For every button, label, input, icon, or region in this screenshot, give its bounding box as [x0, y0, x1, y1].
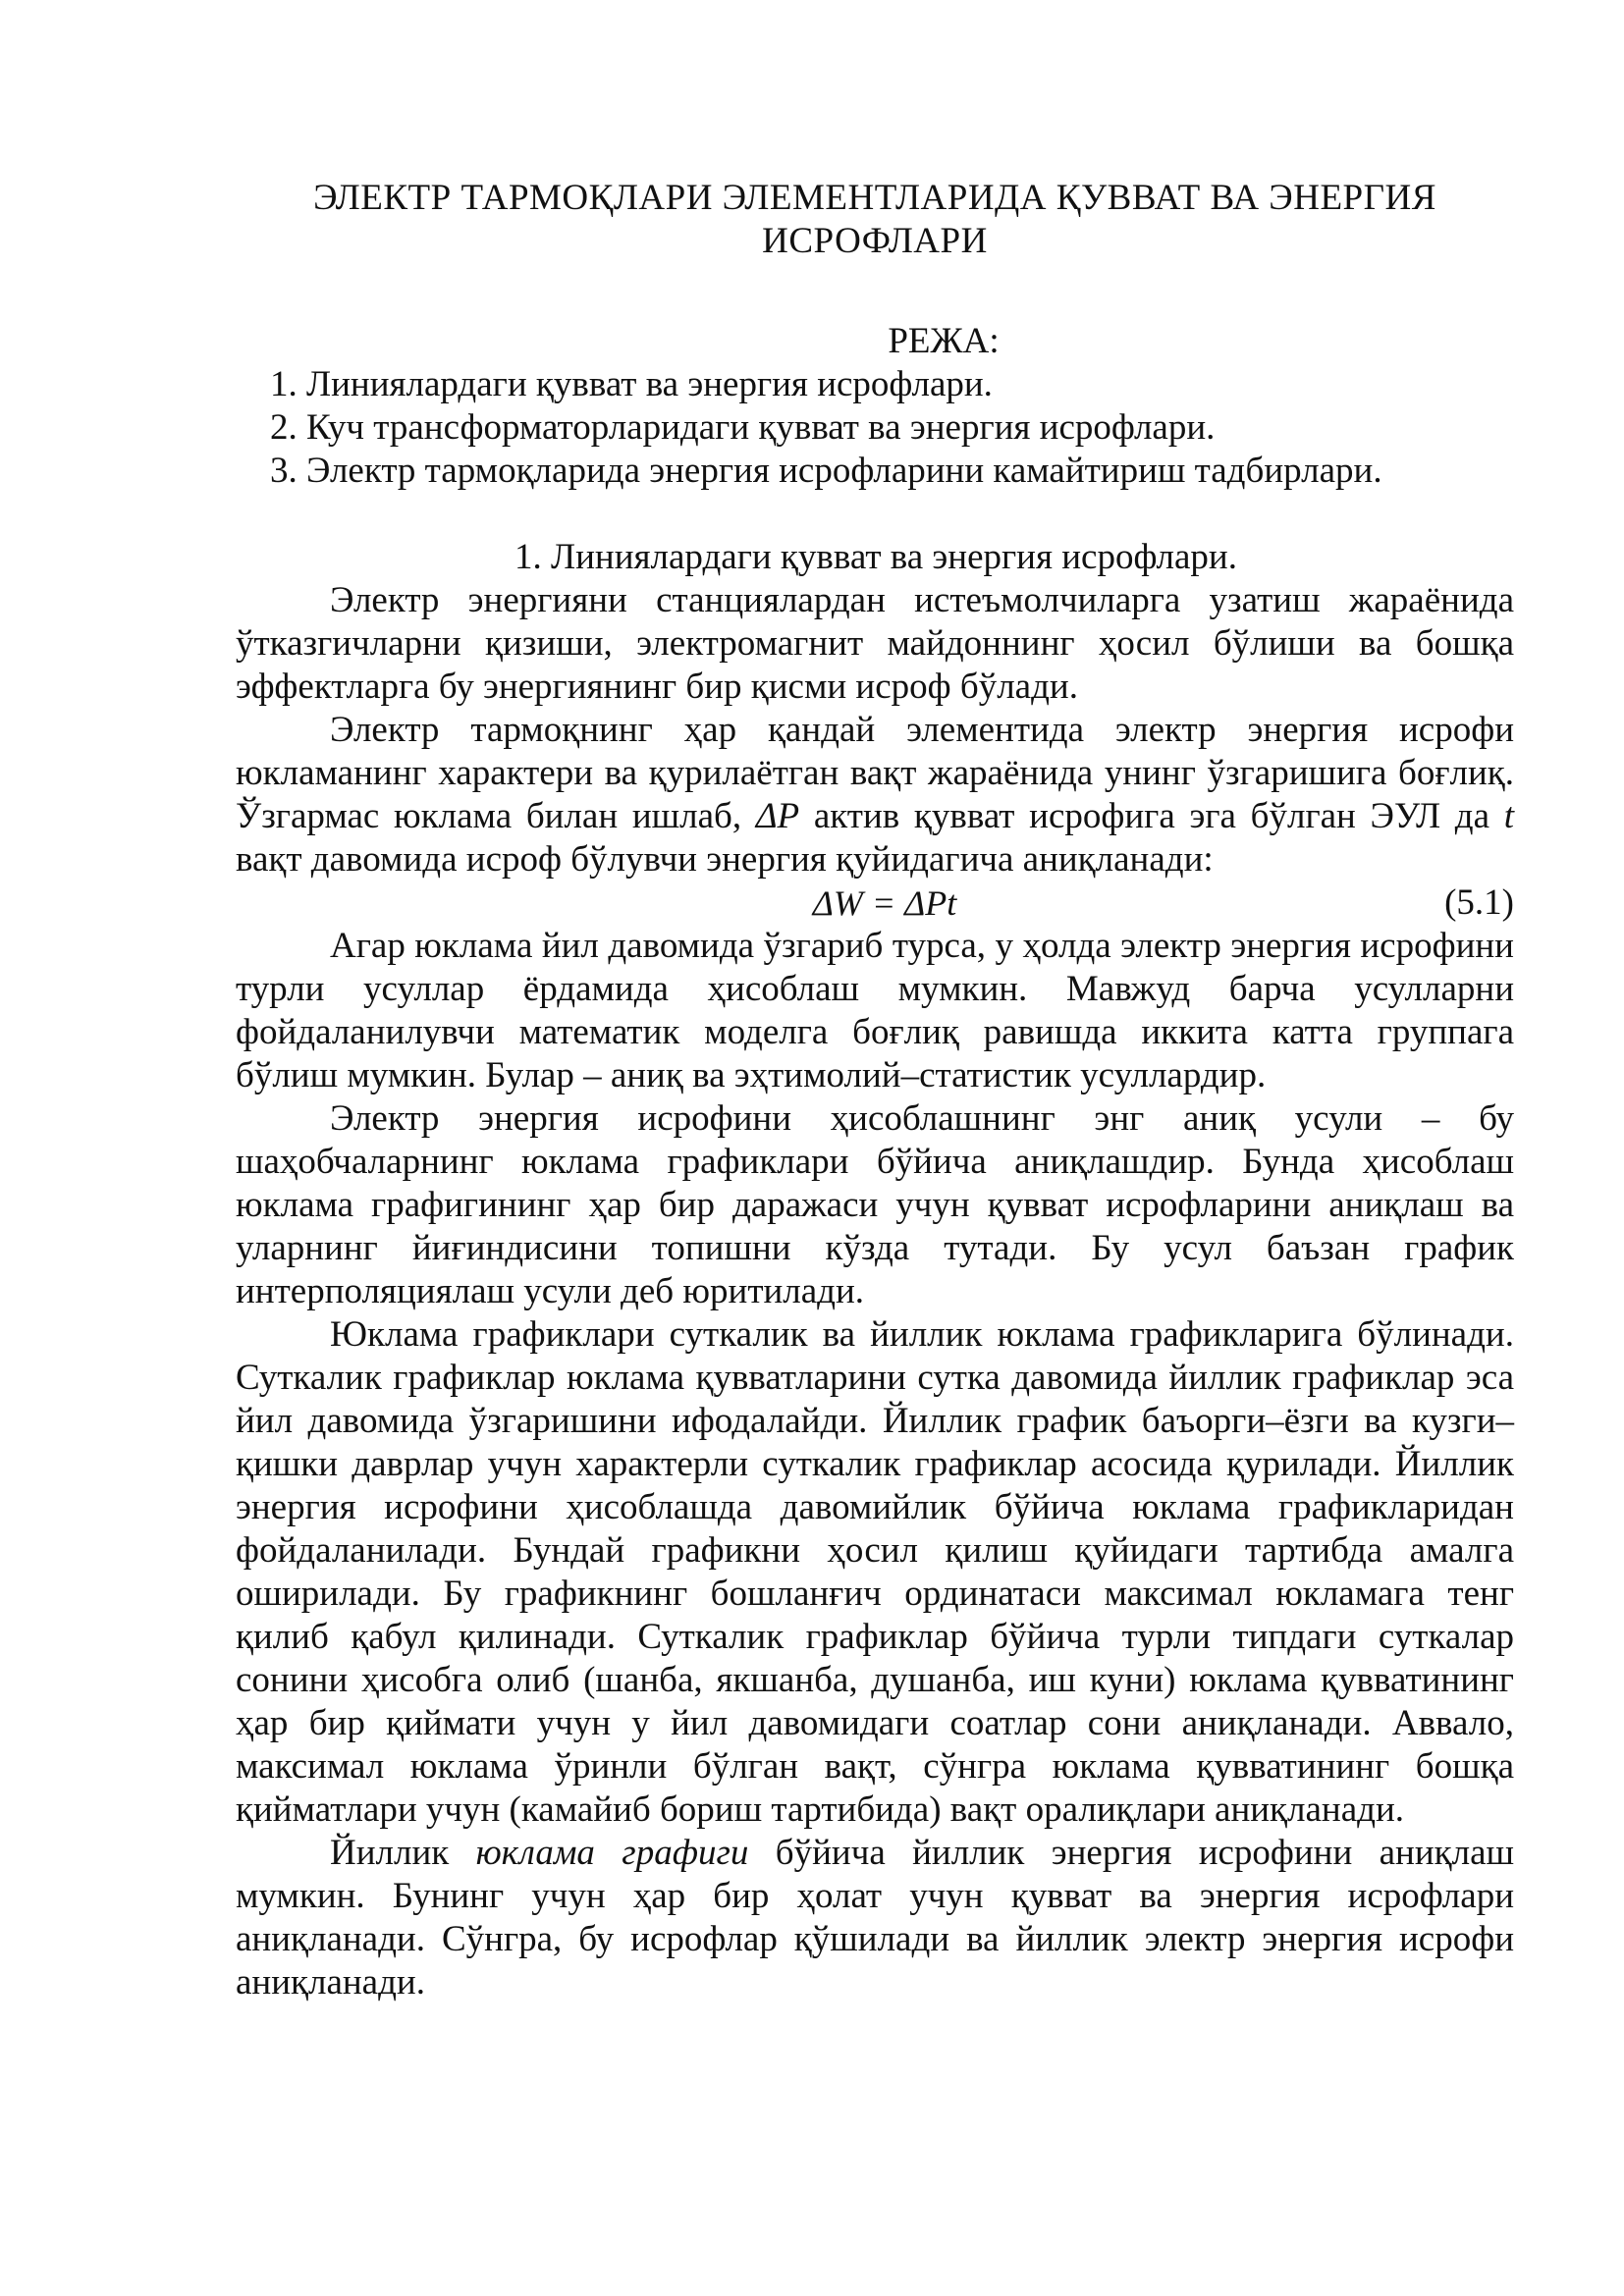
plan-item-2: 2. Куч трансформаторларидаги қувват ва энергия исрофлари.	[270, 406, 1216, 448]
equation-formula: ΔW = ΔPt	[812, 882, 957, 923]
delta-p-symbol: ΔP	[755, 795, 800, 836]
section-heading: 1. Линиялардаги қувват ва энергия исрофлари.	[514, 536, 1237, 577]
plan-heading: РЕЖА:	[888, 320, 1000, 361]
paragraph-6-text-a: Йиллик	[330, 1832, 450, 1873]
plan-list	[236, 363, 1514, 493]
paragraph-3: Агар юклама йил давомида ўзгариб турса, у ҳолда электр энергия исрофини турли усуллар ёрдамида ҳисоблаш мумкин. Мавжуд барча усулларни фойдаланилувчи математик моделга боғлиқ равишда иккита катта группага бўлиш мумкин. Булар – аниқ ва эҳтимолий–статистик усуллардир.	[236, 925, 1514, 1095]
equation-row	[236, 881, 1514, 925]
plan-item-1: 1. Линиялардаги қувват ва энергия исрофлари.	[270, 363, 993, 404]
title-line-1: ЭЛЕКТР ТАРМОҚЛАРИ ЭЛЕМЕНТЛАРИДА ҚУВВАТ ВА ЭНЕРГИЯ	[313, 178, 1436, 218]
paragraph-1: Электр энергияни станциялардан истеъмолчиларга узатиш жараёнида ўтказгичларни қизиши, электромагнит майдоннинг ҳосил бўлиши ва бошқа эффектларга бу энергиянинг бир қисми исроф бўлади.	[236, 579, 1514, 707]
paragraph-6-text-b: бўйича йиллик энергия исрофини аниқлаш мумкин. Бунинг учун ҳар бир ҳолат учун қувват ва энергия исрофлари аниқланади. Сўнгра, бу исрофлар қўшилади ва йиллик электр энергия исрофи аниқланади.	[236, 1832, 1515, 2002]
document-page	[236, 177, 1514, 2004]
equation-number: (5.1)	[1444, 881, 1514, 923]
equation	[236, 881, 1514, 925]
paragraph-2-text-b: актив қувват исрофига эга бўлган ЭУЛ да	[813, 795, 1490, 836]
paragraph-2	[236, 709, 1514, 881]
paragraph-6	[236, 1832, 1514, 2004]
t-symbol: t	[1503, 795, 1515, 836]
paragraph-2-text-c: вақт давомида исроф бўлувчи энергия қуйидагича аниқланади:	[236, 838, 1214, 880]
paragraph-4: Электр энергия исрофини ҳисоблашнинг энг аниқ усули – бу шаҳобчаларнинг юклама графиклари бўйича аниқлашдир. Бунда ҳисоблаш юклама графигининг ҳар бир даражаси учун қувват исрофларини аниқлаш ва уларнинг йиғиндисини топишни кўзда тутади. Бу усул баъзан график интерполяциялаш усули деб юритилади.	[236, 1097, 1514, 1311]
paragraph-2-text-a: Электр тармоқнинг ҳар қандай элементида электр энергия исрофи юкламанинг характери ва қурилаётган вақт жараёнида унинг ўзгаришига боғлиқ. Ўзгармас юклама билан ишлаб,	[236, 709, 1514, 836]
document-title	[236, 177, 1514, 264]
title-line-2: ИСРОФЛАРИ	[762, 221, 988, 262]
paragraph-5: Юклама графиклари суткалик ва йиллик юклама графикларига бўлинади. Суткалик графиклар юклама қувватларини сутка давомида йиллик графиклар эса йил давомида ўзгаришини ифодалайди. Йиллик график баъорги–ёзги ва кузги–қишки даврлар учун характерли суткалик графиклар асосида қурилади. Йиллик энергия исрофини ҳисоблашда давомийлик бўйича юклама графикларидан фойдаланилади. Бундай графикни ҳосил қилиш қуйидаги тартибда амалга оширилади. Бу графикнинг бошланғич ординатаси максимал юкламага тенг қилиб қабул қилинади. Суткалик графиклар бўйича турли типдаги суткалар сонини ҳисобга олиб (шанба, якшанба, душанба, иш куни) юклама қувватининг ҳар бир қиймати учун у йил давомидаги соатлар сони аниқланади. Аввало, максимал юклама ўринли бўлган вақт, сўнгра юклама қувватининг бошқа қийматлари учун (камайиб бориш тартибида) вақт оралиқлари аниқланади.	[236, 1313, 1514, 1830]
paragraph-6-italic: юклама графиги	[475, 1832, 749, 1873]
plan-item-3: 3. Электр тармоқларида энергия исрофларини камайтириш тадбирлари.	[270, 450, 1382, 491]
